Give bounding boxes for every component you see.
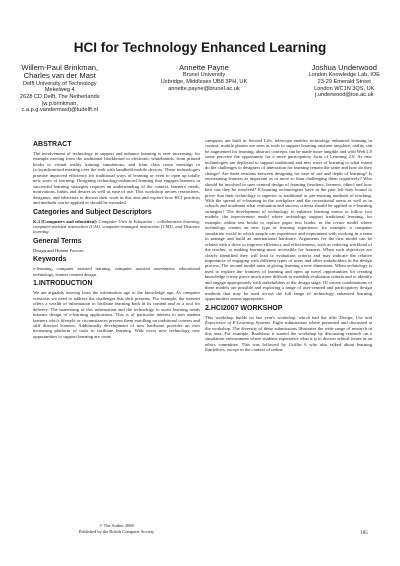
create-model-term: create model <box>333 219 359 225</box>
affiliation-line: Brunel University <box>182 72 226 79</box>
workshop-paragraph: This workshop builds on last year's workshop, which had the title: Design, Use and Experience of E-Learning Systems. Eight submissions where presented and discussed at the workshop. The diversity of these submissions illustrates the wide range of research in this area. For example, Bradshaw it started the workshop by discussing research on a simulation environment where students experience what it is to discuss ethical issues in an ethics committee. This was followed by Griffin 6 who also talked about learning (bin)ethics, except in the context of online <box>205 314 373 353</box>
author-1 <box>20 64 100 126</box>
abstract-text: The involvement of technology to support and enhance learning is ever increasing; for example moving from the traditional blackboard to electronic whiteboards, from printed books to virtual reality training simulations, and from class room meetings to (a-)synchronised meeting over the web with handheld mobile devices. These technologies promise improved efficiency for traditional ways of learning or even to open up totally new ways of learning. Designing technology-enhanced learning that engages learners in successful learning strategies requires an understanding of the context, learners' needs, motivations, habits and desires as well as ease of use. This workshop invites researchers, designers, and educators to discuss their work in this area and explore how HCI practices and methods can be applied or should be extended. <box>33 151 200 206</box>
keywords-heading: Keywords <box>33 256 67 264</box>
affiliation-line: 2628 CD Delft, The Netherlands <box>20 94 100 100</box>
affiliation-line: Delft University of Technology <box>22 80 97 87</box>
author-3 <box>308 64 380 126</box>
body-paragraph: campuses are built in Second Life, telescope enables technology enhanced learning in context, mobile phones are seen as tools to support learning anytime anyplace, reality can be augmented for learning, abstract concepts can be made more tangible and with Web 2.0 some perceive the opportunity for a more participatory form of Learning 2.0. As new technologies are deployed to support traditional and new ways of learning to what extent do the challenges to designers of interaction for learning remain the same and how do they change? Are there tensions between designing for ease of use and depth of learning? Is entertaining learners as important as or more so than challenging them cognitively? Who should be involved in user centred design of learning (teachers, learners, other) and how best can they be involved? E-learning technologists have in the past felt duty bound to prove that their technology is superior to traditional or pre-existing methods of teaching. With the spread of e-learning in the workplace and the recreational arena as well as in schools and academia what evaluation and success criteria should be applied to e-learning strategies? The development of technology to enhance learning seems to follow two models: the improvement model where technology support traditional learning, for example, online test books to replace paper text books; or the create model where technology creates an new type of learning experience, for example, a computer simulation world in which people can experience and experiment with working in a team to manage and build an international hardware. Arguments for the first model can be related with a drive to improve efficiency and effectiveness, such as reducing workload of the teacher, or making learning more accessible for learners. When such objectives are clearly identified they will lead to evaluation criteria and may indicate the relative importance of engaging with different types of users and other stakeholders in the design process. The second model aims at giving learning a new dimension. When technology is used to explore the frontiers of learning and open up novel opportunities for creating knowledge it may prove much more difficult to establish evaluation criteria and to identify and engage appropriately with stakeholders at the design stage. Of course combinations of these models are possible and exploring a range of user-centred and participatory design methods that may be used across the full range of technology enhanced learning opportunities seems appropriate. <box>205 138 372 302</box>
introduction-text: We are arguably moving from the information age to the knowledge age. As computer scientists we need to address the challenges this shift presents. For example, the internet offers a wealth of information to facilitate learning both in its content and as a tool for delivery. The harnessing of this information and the technology to assist learning needs informs design of e-learning applications. This is of particular interest to non student learners who's lifestyle or circumstances prevent them enrolling on traditional courses and stiff directed learners. Additionally development of new hardware provides an ever increasing platform of tools to facilitate learning. With every new technology new opportunities to support learning are come <box>33 290 200 339</box>
general-terms-text: Design and Human Factors. <box>33 247 85 253</box>
abstract-heading: ABSTRACT <box>33 141 72 148</box>
author-email: annette.payne@brunel.ac.uk <box>168 85 240 92</box>
keywords-text: e-learning, computer assisted training, computer assisted assessment, educational technology, learner centred design. <box>33 266 200 277</box>
author-email: j.underwood@ioe.ac.uk <box>314 92 374 99</box>
previous-workshop-title: Design, Use and Experience of E-Learning Systems <box>205 314 372 326</box>
improvement-model-term: improvement model <box>230 214 269 220</box>
right-column <box>205 138 372 355</box>
page-number: 185 <box>360 530 368 536</box>
affiliation-line: London Knowledge Lab, IOE <box>308 72 380 79</box>
categories-heading: Categories and Subject Descriptors <box>33 208 152 216</box>
author-name: Annette Payne <box>179 63 229 72</box>
paper-title: HCI for Technology Enhanced Learning <box>73 40 327 55</box>
general-terms-heading: General Terms <box>33 237 82 245</box>
author-name: Joshua Underwood <box>311 63 377 72</box>
author-name: Willem-Paul Brinkman, <box>21 63 99 72</box>
author-email: c.a.p.g.vandermast)@tudelft.nl <box>21 107 98 114</box>
categories-rest: Computer Uses in Education – collaborative learning, computer-assisted instruction (CAI), computer-managed instruction (CMI), and Distance learning <box>33 218 200 235</box>
copyright-line: © The Author 2008 <box>99 523 134 528</box>
author-name: Charles van der Mast <box>23 71 96 81</box>
author-block <box>20 64 380 126</box>
affiliation-line: Mekelweg 4 <box>44 87 75 94</box>
copyright-notice <box>33 523 200 534</box>
left-column <box>33 138 200 341</box>
publisher-line: Published by the British Computer Society <box>78 528 155 534</box>
categories-lead: K.3 [Computers and education]: <box>33 218 98 224</box>
workshop-heading: 2.HCI2007 WORKSHOP <box>205 304 283 312</box>
affiliation-line: (w.p.brinkman, <box>41 100 78 107</box>
affiliation-line: London WC1N 3QS, UK <box>314 85 375 92</box>
affiliation-line: 23-29 Emerald Street <box>317 79 371 85</box>
introduction-heading: 1.INTRODUCTION <box>33 280 93 288</box>
affiliation-line: Uxbridge, Middlesex UB8 3PH, UK <box>160 79 248 85</box>
author-2 <box>161 64 247 126</box>
categories-text <box>33 219 200 235</box>
